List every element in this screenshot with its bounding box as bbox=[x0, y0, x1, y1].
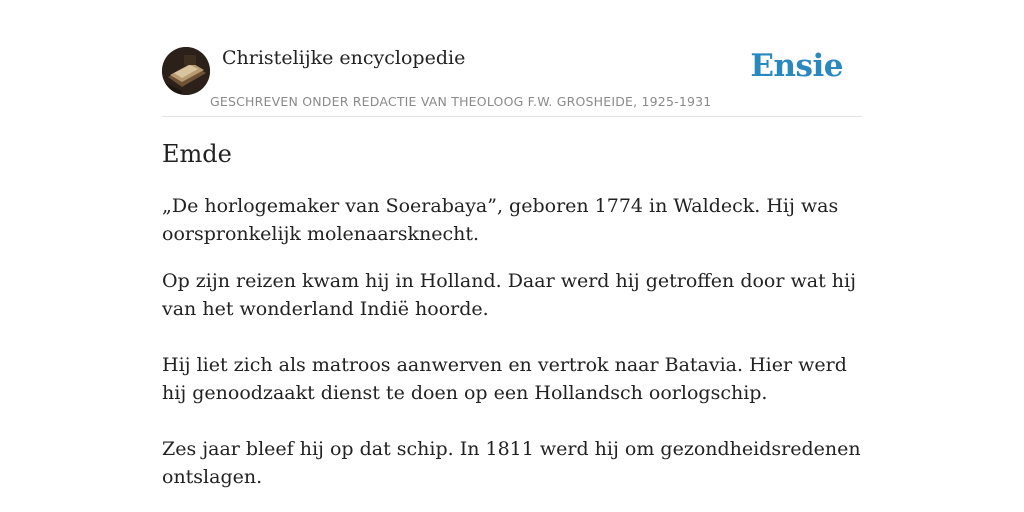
site-subtitle: GESCHREVEN ONDER REDACTIE VAN THEOLOOG F.W. GROSHEIDE, 1925-1931 bbox=[210, 94, 712, 109]
site-title[interactable]: Christelijke encyclopedie bbox=[222, 47, 466, 69]
book-image-icon bbox=[162, 47, 210, 95]
entry-paragraph: „De horlogemaker van Soerabaya”, geboren 1774 in Waldeck. Hij was oorspronkelijk molenaarsknecht. bbox=[162, 195, 839, 245]
brand-logo[interactable]: Ensie bbox=[750, 48, 843, 84]
entry-paragraph: Zes jaar bleef hij op dat schip. In 1811 werd hij om gezondheidsredenen ontslagen. bbox=[162, 438, 861, 488]
site-header bbox=[162, 44, 862, 117]
entry-title: Emde bbox=[162, 140, 232, 168]
entry-paragraph: Op zijn reizen kwam hij in Holland. Daar werd hij getroffen door wat hij van het wonderland Indië hoorde. bbox=[162, 270, 856, 320]
entry-content bbox=[162, 138, 862, 491]
encyclopedia-avatar[interactable] bbox=[162, 47, 210, 95]
entry-paragraph: Hij liet zich als matroos aanwerven en vertrok naar Batavia. Hier werd hij genoodzaakt dienst te doen op een Hollandsch oorlogschip. bbox=[162, 354, 847, 404]
